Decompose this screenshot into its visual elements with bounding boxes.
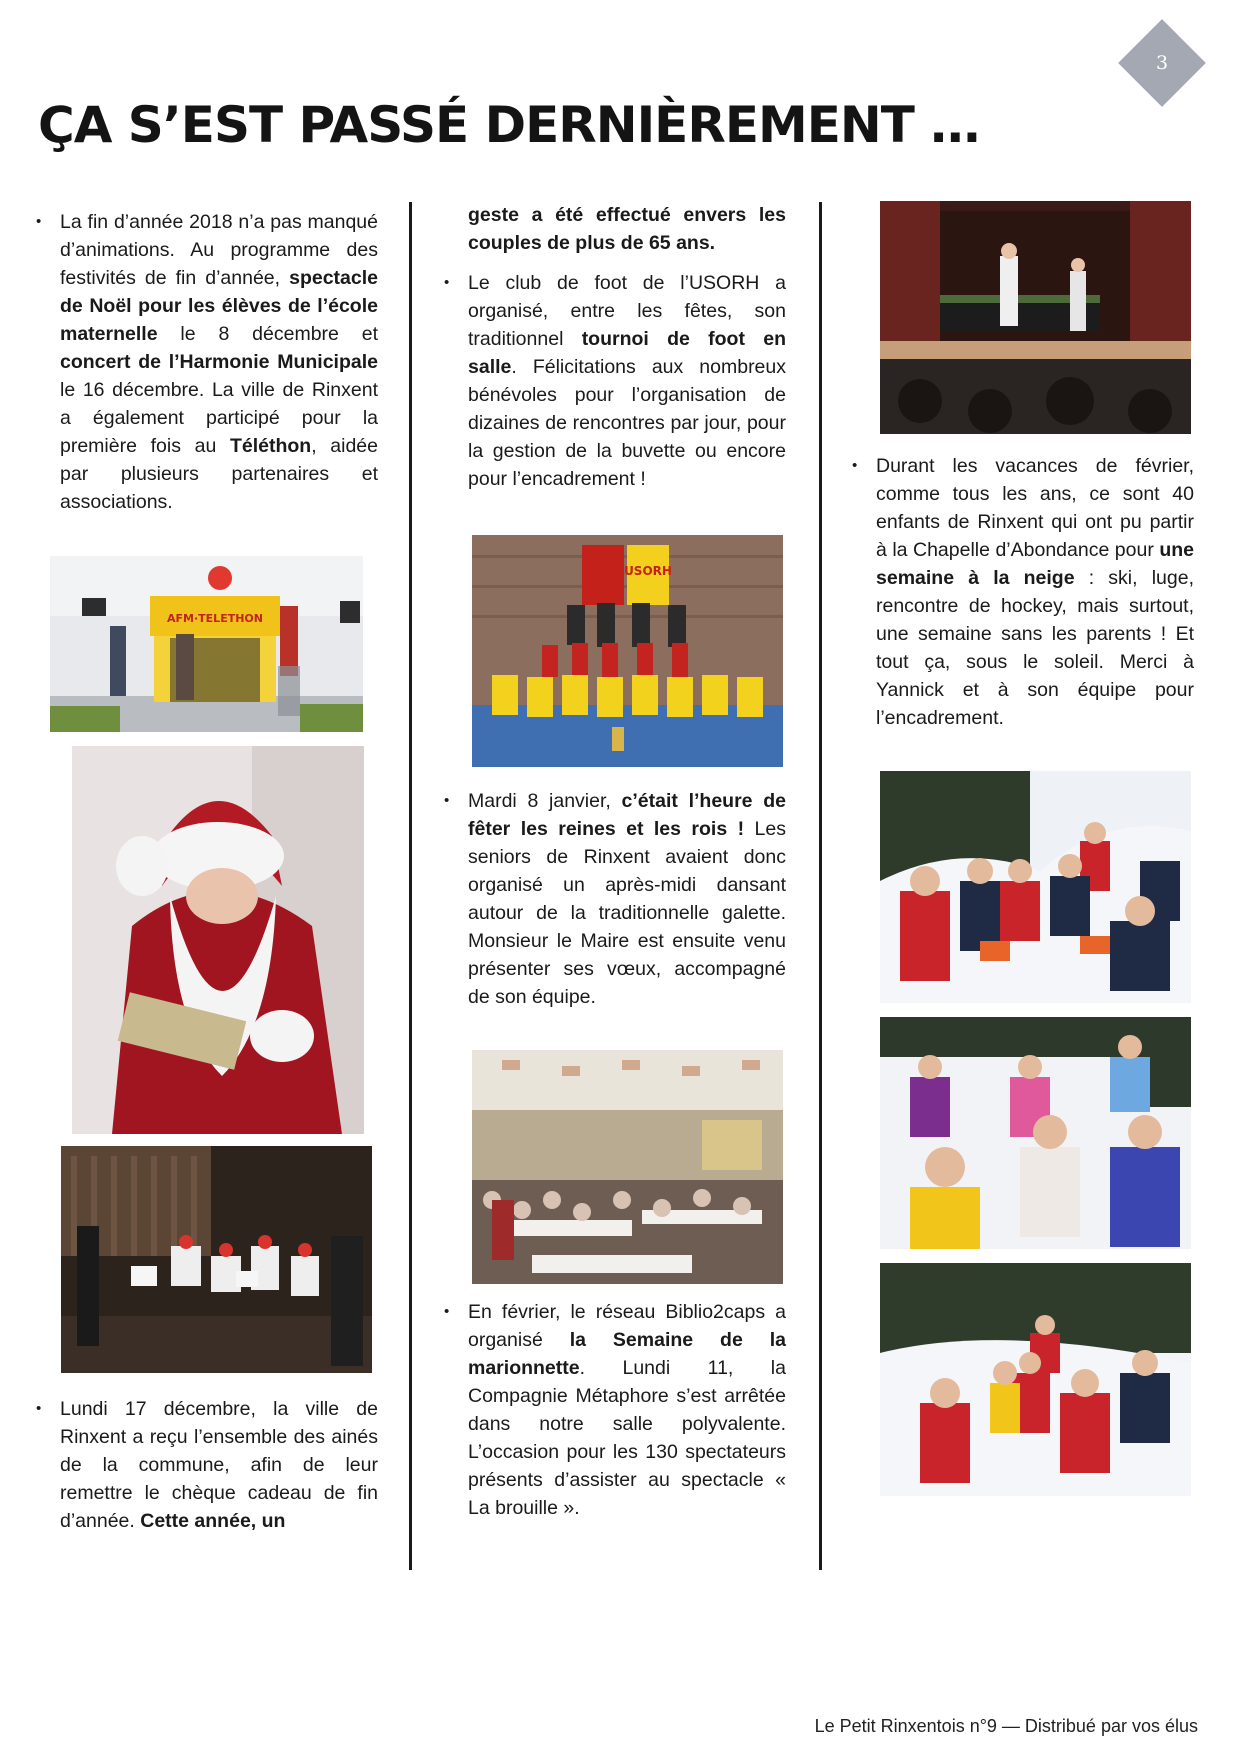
column-1 (36, 208, 378, 516)
article-marionnette: • En février, le réseau Biblio2caps a organisé la Semaine de la marionnette. Lundi 11, la Compagnie Métaphore s’est arrêtée dans notre salle polyvalente. L’occasion pour les 130 spectateurs présents d’assister au spectacle « La brouille ». (444, 1298, 786, 1522)
article-aines: • Lundi 17 décembre, la ville de Rinxent a reçu l’ensemble des ainés de la commune, afin de leur remettre le chèque cadeau de fin d’année. Cette année, un (36, 1395, 378, 1535)
article-neige: • Durant les vacances de février, comme tous les ans, ce sont 40 enfants de Rinxent qui ont pu partir à la Chapelle d’Abondance pour une semaine à la neige : ski, luge, rencontre de hockey, mais surtout, une semaine sans les parents ! Et tout ça, sous le soleil. Merci à Yannick et à son équipe pour l’encadrement. (852, 452, 1194, 732)
photo-galette (472, 1050, 783, 1284)
flag-text: USORH (624, 564, 672, 578)
article-foot: • Le club de foot de l’USORH a organisé, entre les fêtes, son traditionnel tournoi de foot en salle. Félicitations aux nombreux bénévoles pour l’organisation de dizaines de rencontres par jour, pour la gestion de la buvette ou encore pour l’encadrement ! (444, 269, 786, 493)
column-3 (852, 452, 1194, 732)
column-2 (444, 201, 786, 493)
column-2-middle (444, 787, 786, 1011)
photo-santa (72, 746, 364, 1134)
photo-telethon (50, 556, 363, 732)
photo-neige-2 (880, 1017, 1191, 1249)
photo-foot-team (472, 535, 783, 767)
column-1-bottom (36, 1395, 378, 1535)
photo-neige-1 (880, 771, 1191, 1003)
page-number-badge (1118, 19, 1206, 107)
column-2-bottom (444, 1298, 786, 1522)
article-galette: • Mardi 8 janvier, c’était l’heure de fêter les reines et les rois ! Les seniors de Rinxent avaient donc organisé un après-midi dansant autour de la traditionnelle galette. Monsieur le Maire est ensuite venu présenter ses vœux, accompagné de son équipe. (444, 787, 786, 1011)
article-aines-continued: geste a été effectué envers les couples de plus de 65 ans. (468, 204, 786, 254)
photo-marionnette-stage (880, 201, 1191, 434)
article-telethon: • La fin d’année 2018 n’a pas manqué d’animations. Au programme des festivités de fin d’année, spectacle de Noël pour les élèves de l’école maternelle le 8 décembre et concert de l’Harmonie Municipale le 16 décembre. La ville de Rinxent a également participé pour la première fois au Téléthon, aidée par plusieurs partenaires et associations. (36, 208, 378, 516)
column-divider-1 (409, 202, 412, 1570)
page-title: ÇA S’EST PASSÉ DERNIÈREMENT … (38, 96, 980, 154)
banner-text: AFM·TELETHON (167, 612, 263, 625)
photo-concert (61, 1146, 372, 1373)
page-footer: Le Petit Rinxentois n°9 — Distribué par vos élus (814, 1716, 1198, 1736)
page-number: 3 (1155, 52, 1169, 74)
photo-neige-3 (880, 1263, 1191, 1496)
column-divider-2 (819, 202, 822, 1570)
